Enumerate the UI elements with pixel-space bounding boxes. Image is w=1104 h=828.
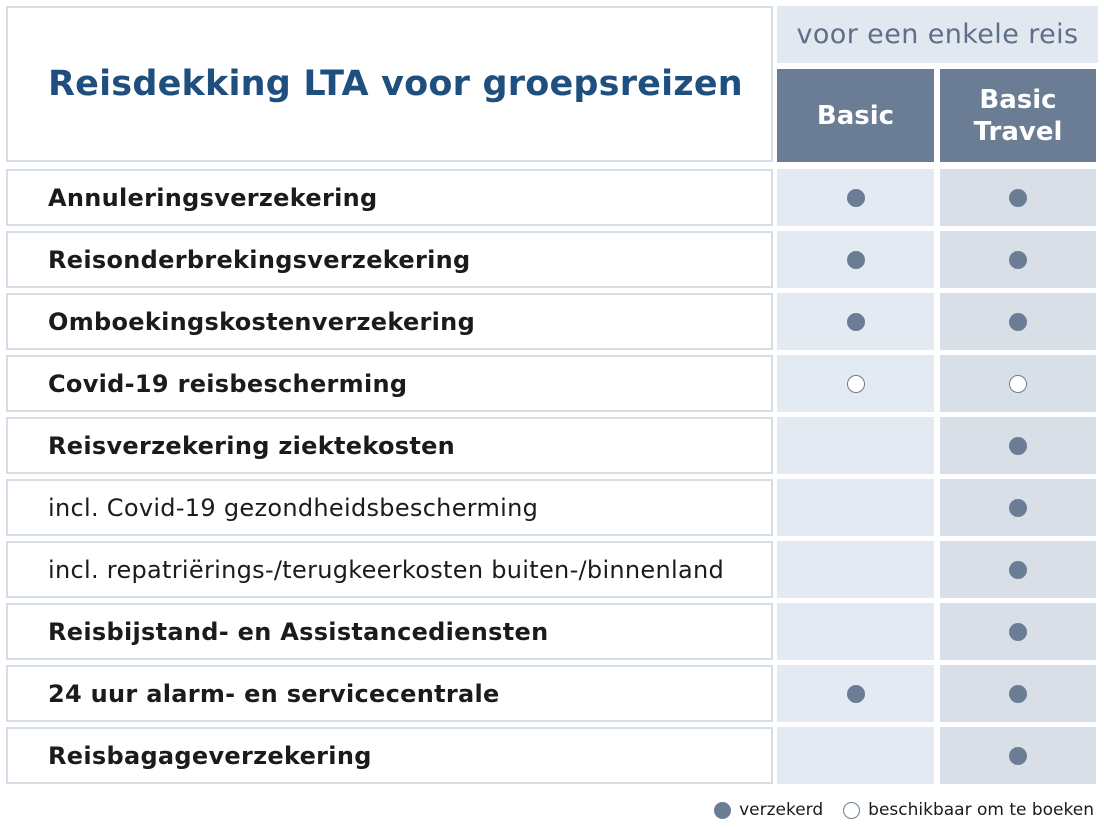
filled-circle-icon xyxy=(1009,437,1027,455)
cell-basic-travel xyxy=(940,541,1096,598)
page-title: Reisdekking LTA voor groepsreizen xyxy=(48,64,743,104)
cell-basic-travel xyxy=(940,603,1096,660)
cell-basic-travel xyxy=(940,231,1096,288)
filled-circle-icon xyxy=(1009,561,1027,579)
column-header-basic-travel: Basic Travel xyxy=(940,69,1096,162)
row-label: 24 uur alarm- en servicecentrale xyxy=(6,665,773,722)
cell-basic xyxy=(777,293,934,350)
cell-basic-travel xyxy=(940,479,1096,536)
filled-circle-icon xyxy=(1009,251,1027,269)
legend xyxy=(714,800,1094,820)
legend-filled-label: verzekerd xyxy=(739,800,824,820)
filled-circle-icon xyxy=(1009,499,1027,517)
cell-basic-travel xyxy=(940,417,1096,474)
cell-basic xyxy=(777,479,934,536)
cell-basic xyxy=(777,417,934,474)
filled-circle-icon xyxy=(1009,189,1027,207)
filled-circle-icon xyxy=(1009,313,1027,331)
cell-basic xyxy=(777,231,934,288)
column-group-header: voor een enkele reis xyxy=(777,6,1098,63)
filled-circle-icon xyxy=(1009,685,1027,703)
row-label: Reisonderbrekingsverzekering xyxy=(6,231,773,288)
row-label: Covid-19 reisbescherming xyxy=(6,355,773,412)
filled-circle-icon xyxy=(1009,623,1027,641)
cell-basic-travel xyxy=(940,727,1096,784)
legend-open-label: beschikbaar om te boeken xyxy=(868,800,1094,820)
cell-basic xyxy=(777,665,934,722)
column-header-basic: Basic xyxy=(777,69,934,162)
cell-basic xyxy=(777,355,934,412)
filled-circle-icon xyxy=(847,251,865,269)
cell-basic xyxy=(777,603,934,660)
cell-basic-travel xyxy=(940,355,1096,412)
row-label: Reisbijstand- en Assistancediensten xyxy=(6,603,773,660)
cell-basic-travel xyxy=(940,169,1096,226)
row-label: incl. Covid-19 gezondheidsbescherming xyxy=(6,479,773,536)
filled-circle-icon xyxy=(1009,747,1027,765)
filled-circle-icon xyxy=(847,685,865,703)
row-label: Annuleringsverzekering xyxy=(6,169,773,226)
cell-basic-travel xyxy=(940,293,1096,350)
cell-basic-travel xyxy=(940,665,1096,722)
filled-circle-icon xyxy=(847,313,865,331)
cell-basic xyxy=(777,727,934,784)
row-label: Omboekingskostenverzekering xyxy=(6,293,773,350)
cell-basic xyxy=(777,541,934,598)
open-circle-icon xyxy=(1009,375,1027,393)
open-circle-icon xyxy=(843,802,860,819)
row-label: incl. repatriërings-/terugkeerkosten buiten-/binnenland xyxy=(6,541,773,598)
row-label: Reisverzekering ziektekosten xyxy=(6,417,773,474)
open-circle-icon xyxy=(847,375,865,393)
row-label: Reisbagageverzekering xyxy=(6,727,773,784)
filled-circle-icon xyxy=(847,189,865,207)
cell-basic xyxy=(777,169,934,226)
filled-circle-icon xyxy=(714,802,731,819)
